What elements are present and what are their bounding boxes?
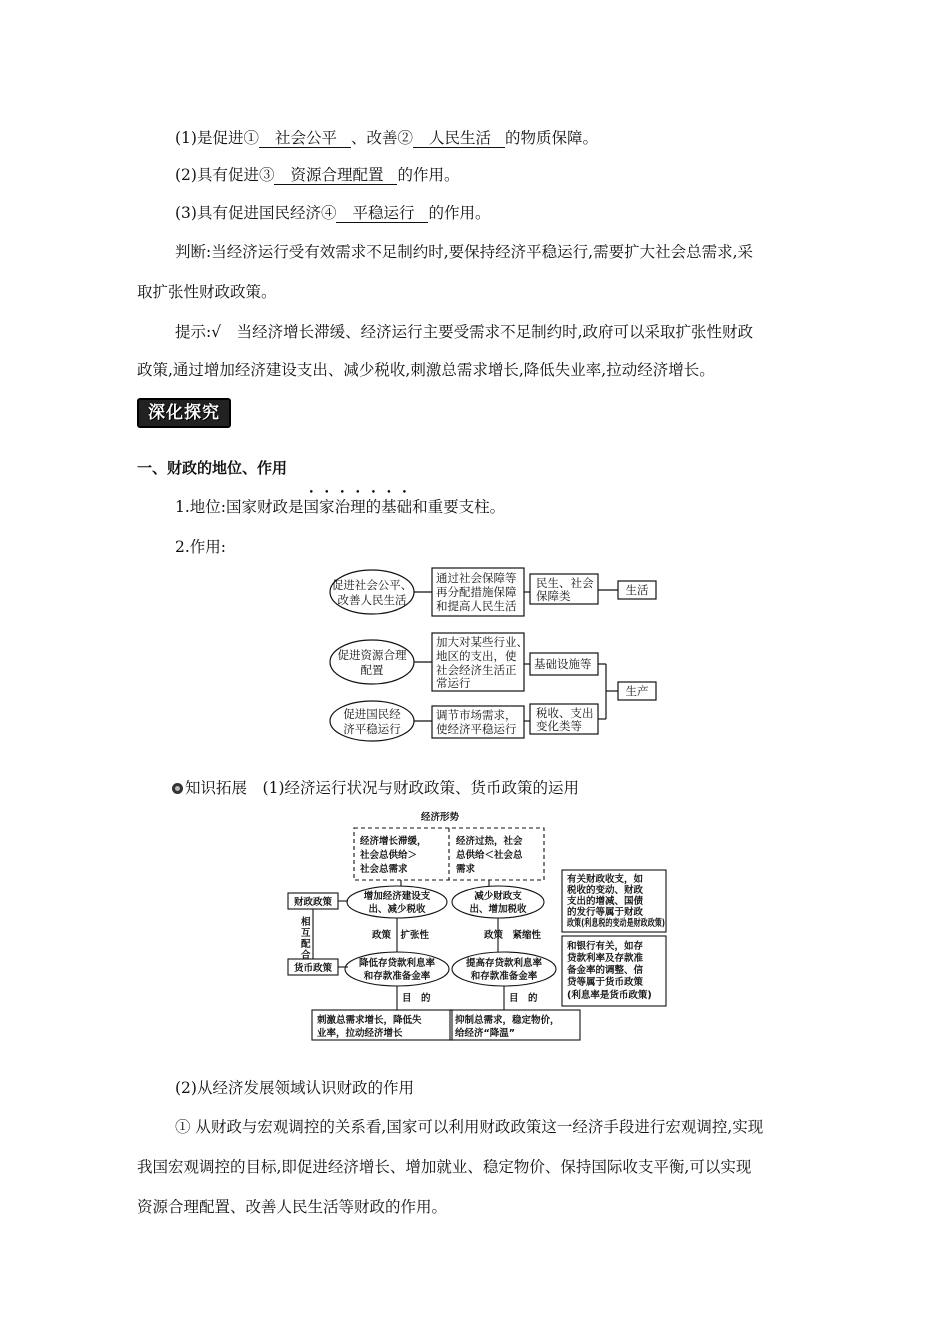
answer-blank: 资源合理配置: [274, 166, 397, 185]
answer-line-3: (3)具有促进国民经济④ 平稳运行 的作用。: [175, 204, 491, 222]
monetary-measure: 和存款准备金率: [470, 971, 538, 982]
note-text: 和银行有关，如存: [567, 941, 644, 952]
category-text: 变化类等: [536, 719, 582, 733]
note-text: 的发行等属于财政: [567, 907, 644, 918]
note-text: 备金率的调整、信: [567, 965, 644, 976]
box-text: 调节市场需求，: [436, 708, 517, 722]
note-text: (利息率是货币政策): [567, 990, 652, 1001]
diagram-title: 经济形势: [420, 812, 460, 823]
result-text: 刺激总需求增长，降低失: [317, 1015, 422, 1026]
note-text: 贷款利率及存款准: [567, 953, 644, 964]
fiscal-measure: 出、增加税收: [469, 904, 527, 915]
goal-label: 目 的: [402, 993, 431, 1004]
box-text: 使经济平稳运行: [436, 722, 517, 736]
mutual-text: 相: [301, 917, 311, 928]
answer-line-2: (2)具有促进③ 资源合理配置 的作用。: [175, 166, 460, 184]
note-text: 政策(利息税的变动是财政政策): [567, 918, 700, 929]
paragraph-line: 资源合理配置、改善人民生活等财政的作用。: [137, 1198, 448, 1216]
note-text: 税收的变动、财政: [567, 885, 644, 896]
section-heading: 一、财政的地位、作用: [137, 459, 288, 477]
fiscal-measure: 出、减少税收: [368, 904, 426, 915]
box-text: 社会经济生活正: [436, 663, 517, 677]
situation-text: 社会总供给＞: [360, 850, 418, 861]
note-text: 贷等属于货币政策: [567, 977, 644, 988]
goal-label: 目 的: [509, 993, 538, 1004]
monetary-label: 货币政策: [293, 963, 333, 974]
situation-text: 经济增长滞缓，: [360, 836, 427, 847]
judge-text: 判断:当经济运行受有效需求不足制约时,要保持经济平稳运行,需要扩大社会总需求,采: [175, 243, 754, 261]
box-text: 通过社会保障等: [436, 571, 517, 585]
result-text: 生产: [625, 684, 649, 698]
result-text: 生活: [625, 583, 649, 597]
box-text: 再分配措施保障: [436, 585, 517, 599]
situation-text: 社会总需求: [360, 864, 408, 875]
note-text: 有关财政收支，如: [567, 874, 644, 885]
mutual-text: 配: [301, 939, 311, 950]
role-diagram: [320, 562, 665, 744]
role-label: 2.作用:: [175, 538, 227, 556]
mutual-text: 互: [301, 928, 311, 939]
mutual-text: 合: [301, 950, 311, 961]
monetary-measure: 降低存贷款利息率: [358, 958, 436, 969]
category-text: 保障类: [536, 589, 571, 603]
category-text: 民生、社会: [536, 576, 594, 590]
situation-text: 经济过热，社会: [456, 836, 523, 847]
oval-text: 配置: [360, 663, 384, 677]
answer-blank: 社会公平: [259, 129, 351, 148]
section-badge: 深化探究: [137, 398, 231, 428]
answer-line-1: (1)是促进① 社会公平 、改善② 人民生活 的物质保障。: [175, 129, 599, 147]
box-text: 和提高人民生活: [436, 599, 517, 613]
position-line: 1.地位:国家财政是国家治理的基础和重要支柱。: [175, 498, 506, 516]
paragraph-line: 我国宏观调控的目标,即促进经济增长、增加就业、稳定物价、保持国际收支平衡,可以实现: [137, 1158, 752, 1176]
box-text: 加大对某些行业、: [436, 635, 528, 649]
fiscal-label: 财政政策: [293, 897, 333, 908]
fiscal-measure: 减少财政支: [474, 891, 522, 902]
note-text: 支出的增减、国债: [567, 896, 644, 907]
answer-blank: 人民生活: [413, 129, 505, 148]
oval-text: 促进国民经: [343, 707, 401, 721]
fiscal-measure: 增加经济建设支: [363, 891, 431, 902]
answer-blank: 平稳运行: [336, 204, 428, 223]
monetary-measure: 提高存贷款利息率: [465, 958, 543, 969]
hint-text: 提示:√ 当经济增长滞缓、经济运行主要受需求不足制约时,政府可以采取扩张性财政: [175, 323, 754, 341]
oval-text: 改善人民生活: [337, 593, 407, 607]
hint-text-cont: 政策,通过增加经济建设支出、减少税收,刺激总需求增长,降低失业率,拉动经济增长。: [137, 361, 715, 379]
extension-line: 知识拓展 (1)经济运行状况与财政政策、货币政策的运用: [172, 778, 579, 798]
extension-icon: [172, 783, 183, 794]
category-text: 税收、支出: [536, 706, 594, 720]
oval-text: 促进社会公平、: [331, 578, 413, 592]
paragraph-line: ① 从财政与宏观调控的关系看,国家可以利用财政政策这一经济手段进行宏观调控,实现: [175, 1118, 764, 1136]
policy-type: 政策 扩张性: [372, 930, 430, 941]
monetary-measure: 和存款准备金率: [363, 971, 431, 982]
box-text: 地区的支出，使: [436, 649, 517, 663]
box-text: 常运行: [436, 676, 471, 690]
result-text: 抑制总需求，稳定物价，: [455, 1015, 560, 1026]
judge-text-cont: 取扩张性财政政策。: [137, 283, 277, 301]
subsection-title: (2)从经济发展领域认识财政的作用: [175, 1079, 414, 1097]
policy-diagram: [284, 808, 700, 1046]
situation-text: 总供给＜社会总: [456, 850, 523, 861]
oval-text: 济平稳运行: [343, 722, 401, 736]
category-text: 基础设施等: [534, 657, 592, 671]
situation-text: 需求: [456, 864, 476, 875]
oval-text: 促进资源合理: [337, 648, 407, 662]
result-text: 给经济“降温”: [455, 1028, 515, 1039]
result-text: 业率，拉动经济增长: [317, 1028, 403, 1039]
policy-type: 政策 紧缩性: [484, 930, 542, 941]
